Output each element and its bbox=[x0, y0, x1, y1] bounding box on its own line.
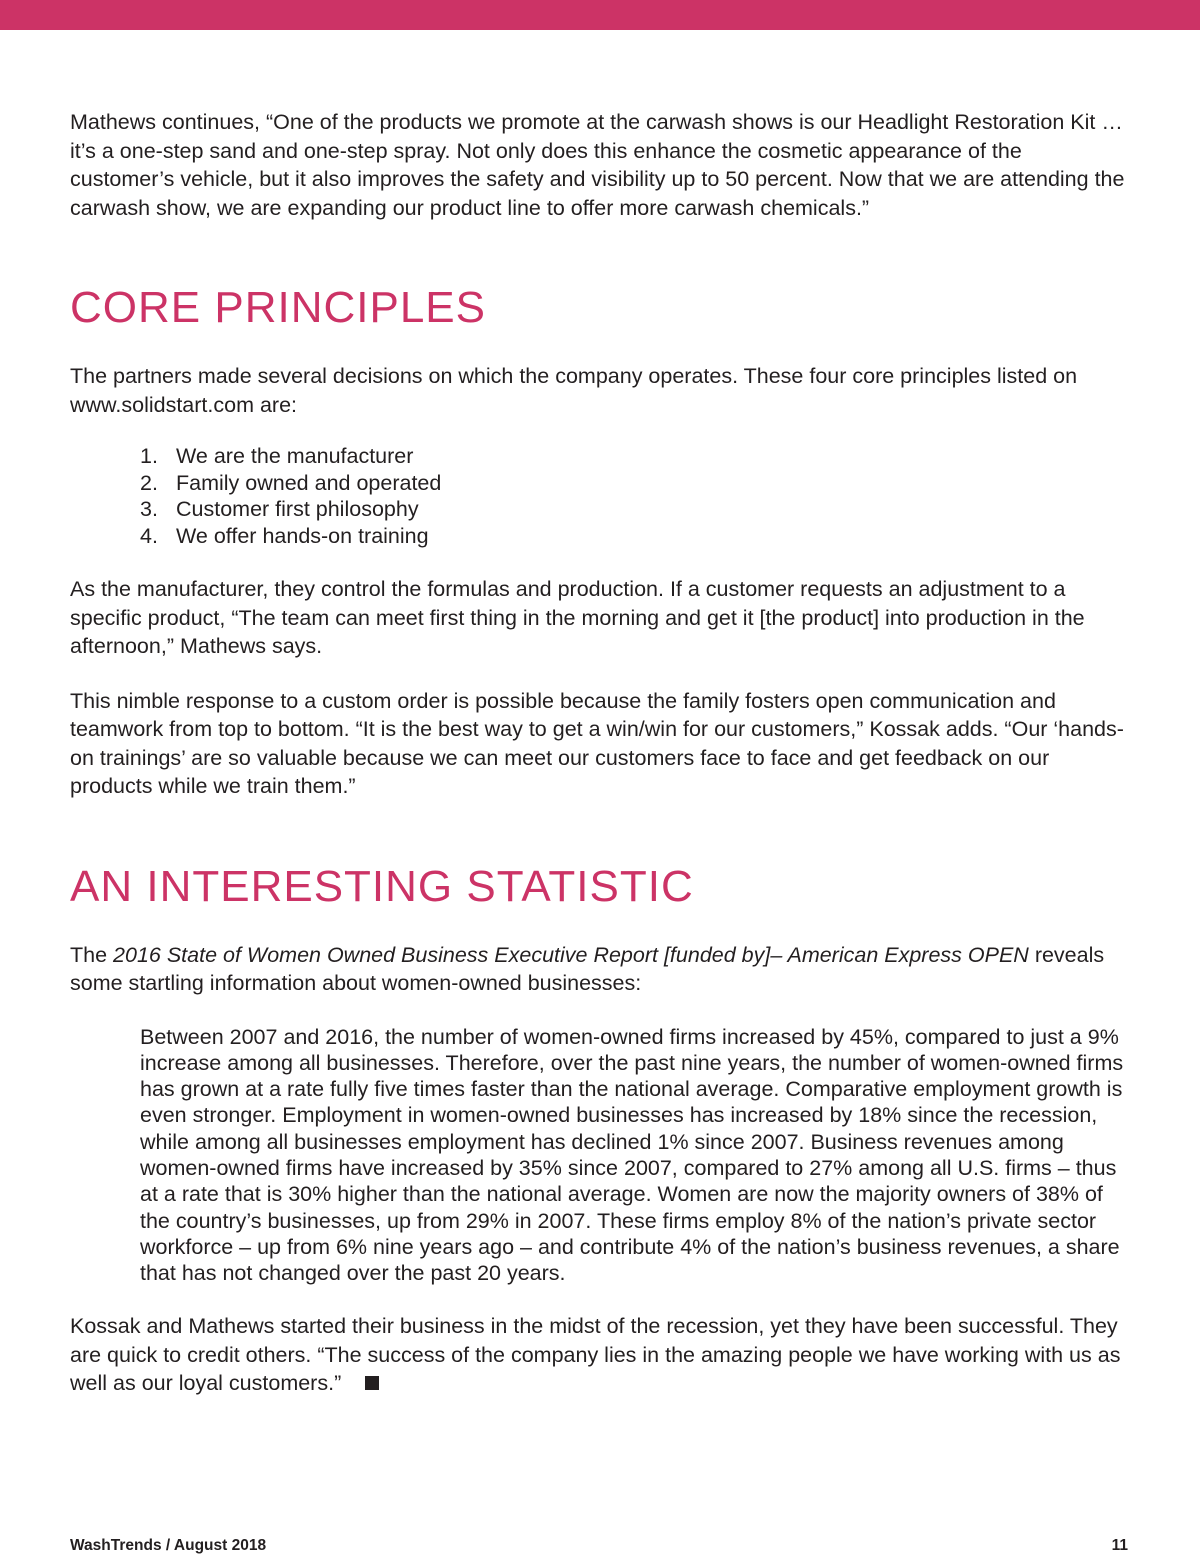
list-item-text: We are the manufacturer bbox=[176, 444, 414, 468]
top-accent-bar bbox=[0, 0, 1200, 30]
list-item bbox=[140, 443, 1132, 470]
statistic-heading: AN INTERESTING STATISTIC bbox=[70, 861, 694, 911]
principles-list bbox=[70, 443, 1132, 549]
nimble-response-paragraph: This nimble response to a custom order is possible because the family fosters open communication and teamwork from top to bottom. “It is the best way to get a win/win for our customers,” Kossak adds. “Our ‘hands-on trainings’ are so valuable because we can meet our customers face to face and get feedback on our products while we train them.” bbox=[70, 688, 1124, 798]
list-item-number: 4. bbox=[140, 523, 158, 548]
intro-suffix: reveals some startling information about women-owned businesses: bbox=[70, 942, 1105, 995]
list-item-number: 2. bbox=[140, 470, 158, 495]
report-title: 2016 State of Women Owned Business Executive Report [funded by]– American Express OPEN bbox=[113, 942, 1029, 967]
end-mark-icon bbox=[365, 1376, 379, 1390]
list-item-text: We offer hands-on training bbox=[176, 523, 429, 548]
list-item bbox=[140, 470, 1132, 497]
list-item-number: 1. bbox=[140, 444, 158, 468]
page-number: 11 bbox=[1111, 1537, 1128, 1554]
closing-paragraph bbox=[70, 1312, 1132, 1398]
core-principles-heading: CORE PRINCIPLES bbox=[70, 283, 486, 332]
list-item-text: Customer first philosophy bbox=[176, 497, 419, 521]
footer-publication: WashTrends / August 2018 bbox=[70, 1537, 267, 1554]
list-item-number: 3. bbox=[140, 497, 158, 521]
manufacturer-paragraph: As the manufacturer, they control the formulas and production. If a customer requests an adjustment to a specific product, “The team can meet first thing in the morning and get it [the product] into production in the afternoon,” Mathews says. bbox=[70, 577, 1085, 658]
intro-prefix: The bbox=[70, 942, 114, 967]
list-item bbox=[140, 523, 1132, 550]
article-body bbox=[70, 108, 1132, 1398]
statistic-intro bbox=[70, 941, 1132, 998]
list-item-text: Family owned and operated bbox=[176, 470, 442, 495]
statistic-quote: Between 2007 and 2016, the number of women-owned firms increased by 45%, compared to just a 9% increase among all businesses. Therefore, over the past nine years, the number of women-owned firms has grown at a rate fully five times faster than the national average. Comparative employment growth is even stronger. Employment in women-owned businesses has increased by 18% since the recession, while among all businesses employment has declined 1% since 2007. Business revenues among women-owned firms have increased by 35% since 2007, compared to 27% among all U.S. firms – thus at a rate that is 30% higher than the national average. Women are now the majority owners of 38% of the country’s businesses, up from 29% in 2007. These firms employ 8% of the nation’s private sector workforce – up from 6% nine years ago – and contribute 4% of the nation’s business revenues, a share that has not changed over the past 20 years. bbox=[140, 1024, 1124, 1286]
closing-text: Kossak and Mathews started their business in the midst of the recession, yet they have been successful. They are quick to credit others. “The success of the company lies in the amazing people we have working with us as well as our loyal customers.” bbox=[70, 1314, 1121, 1396]
intro-paragraph: Mathews continues, “One of the products we promote at the carwash shows is our Headlight Restoration Kit … it’s a one-step sand and one-step spray. Not only does this enhance the cosmetic appearance of the customer’s vehicle, but it also improves the safety and visibility up to 50 percent. Now that we are attending the carwash show, we are expanding our product line to offer more carwash chemicals.” bbox=[70, 110, 1125, 220]
core-principles-intro: The partners made several decisions on which the company operates. These four core principles listed on www.solidstart.com are: bbox=[70, 364, 1078, 417]
list-item bbox=[140, 496, 1132, 523]
